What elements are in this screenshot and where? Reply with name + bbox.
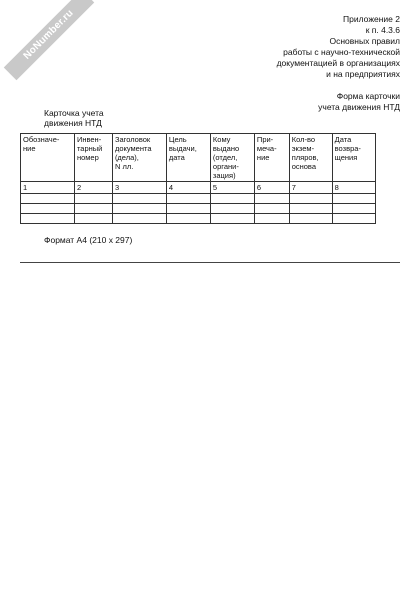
column-header-note: При- меча- ние — [254, 134, 289, 182]
table-row — [21, 204, 376, 214]
appendix-line: работы с научно-технической — [283, 47, 400, 57]
table-cell — [112, 194, 166, 204]
table-cell — [166, 204, 210, 214]
form-name-line: учета движения НТД — [318, 102, 400, 112]
column-number: 7 — [289, 182, 332, 194]
table-cell — [254, 194, 289, 204]
table-cell — [112, 204, 166, 214]
watermark-banner: NoNumber.ru — [4, 0, 95, 80]
table-cell — [332, 194, 375, 204]
appendix-spacer — [277, 80, 400, 91]
column-number: 3 — [112, 182, 166, 194]
column-number: 4 — [166, 182, 210, 194]
table-row — [21, 194, 376, 204]
column-number: 1 — [21, 182, 75, 194]
table-row — [21, 214, 376, 224]
table-cell — [332, 214, 375, 224]
table-cell — [254, 204, 289, 214]
table-cell — [74, 204, 112, 214]
table-cell — [21, 214, 75, 224]
column-header-inventory-number: Инвен- тарный номер — [74, 134, 112, 182]
table-cell — [74, 194, 112, 204]
table-cell — [289, 214, 332, 224]
appendix-line: Приложение 2 — [343, 14, 400, 24]
table-cell — [21, 194, 75, 204]
table-cell — [210, 194, 254, 204]
table-cell — [21, 204, 75, 214]
table-cell — [210, 214, 254, 224]
column-number-row — [21, 182, 376, 194]
format-note: Формат А4 (210 x 297) — [44, 235, 133, 245]
form-name-line: Форма карточки — [336, 91, 400, 101]
table-cell — [332, 204, 375, 214]
column-number: 5 — [210, 182, 254, 194]
table-cell — [254, 214, 289, 224]
column-header-designation: Обозначе- ние — [21, 134, 75, 182]
column-number: 2 — [74, 182, 112, 194]
column-header-document-title: Заголовок документа (дела), N лл. — [112, 134, 166, 182]
table-header-row — [21, 134, 376, 182]
table-cell — [289, 204, 332, 214]
table-cell — [166, 214, 210, 224]
card-title — [44, 108, 104, 128]
card-title-line: движения НТД — [44, 118, 102, 128]
table-cell — [166, 194, 210, 204]
horizontal-divider — [20, 262, 400, 263]
table-cell — [112, 214, 166, 224]
card-title-line: Карточка учета — [44, 108, 104, 118]
appendix-line: документацией в организациях — [276, 58, 400, 68]
table-cell — [289, 194, 332, 204]
column-header-return-date: Дата возвра- щения — [332, 134, 375, 182]
appendix-line: и на предприятиях — [326, 69, 400, 79]
column-header-issued-to: Кому выдано (отдел, органи- зация) — [210, 134, 254, 182]
column-header-purpose-date: Цель выдачи, дата — [166, 134, 210, 182]
table-cell — [210, 204, 254, 214]
column-number: 6 — [254, 182, 289, 194]
column-header-copies-count: Кол-во экзем- пляров, основа — [289, 134, 332, 182]
appendix-line: Основных правил — [329, 36, 400, 46]
table-cell — [74, 214, 112, 224]
ntd-movement-table — [20, 133, 376, 224]
column-number: 8 — [332, 182, 375, 194]
appendix-reference — [277, 14, 400, 113]
appendix-line: к п. 4.3.6 — [365, 25, 400, 35]
